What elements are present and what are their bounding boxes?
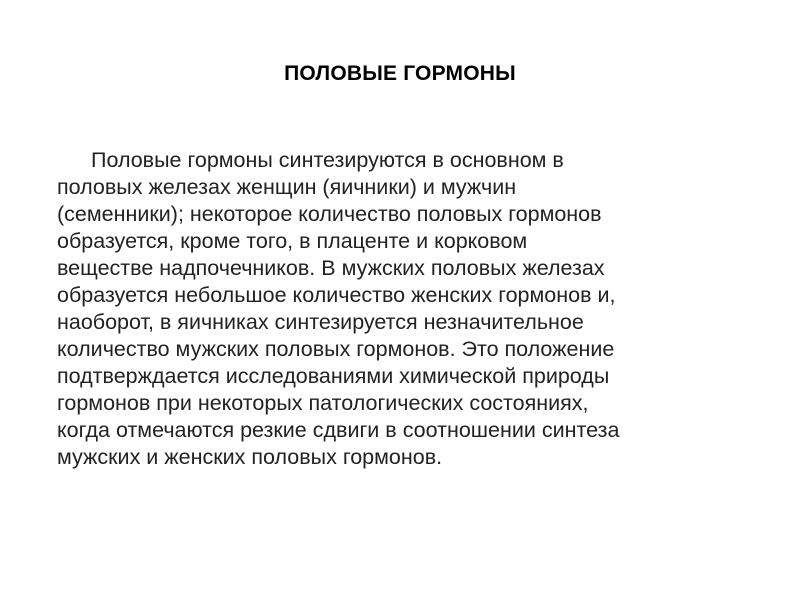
slide-title: ПОЛОВЫЕ ГОРМОНЫ [284, 62, 516, 85]
paragraph-line: мужских и женских половых гормонов. [57, 445, 443, 469]
paragraph-line: наоборот, в яичниках синтезируется незначительное [57, 310, 584, 334]
paragraph-line: Половые гормоны синтезируются в основном в [91, 148, 564, 172]
body-paragraph [57, 147, 757, 471]
paragraph-line: образуется небольшое количество женских гормонов и, [57, 283, 616, 307]
paragraph-line: образуется, кроме того, в плаценте и корковом [57, 229, 528, 253]
paragraph-line: количество мужских половых гормонов. Это положение [57, 337, 615, 361]
paragraph-line: гормонов при некоторых патологических состояниях, [57, 391, 589, 415]
paragraph-line: подтверждается исследованиями химической природы [57, 364, 610, 388]
paragraph-line: (семенники); некоторое количество половых гормонов [57, 202, 602, 226]
paragraph-line: веществе надпочечников. В мужских половых железах [57, 256, 605, 280]
paragraph-line: когда отмечаются резкие сдвиги в соотношении синтеза [57, 418, 620, 442]
paragraph-line: половых железах женщин (яичники) и мужчин [57, 175, 517, 199]
